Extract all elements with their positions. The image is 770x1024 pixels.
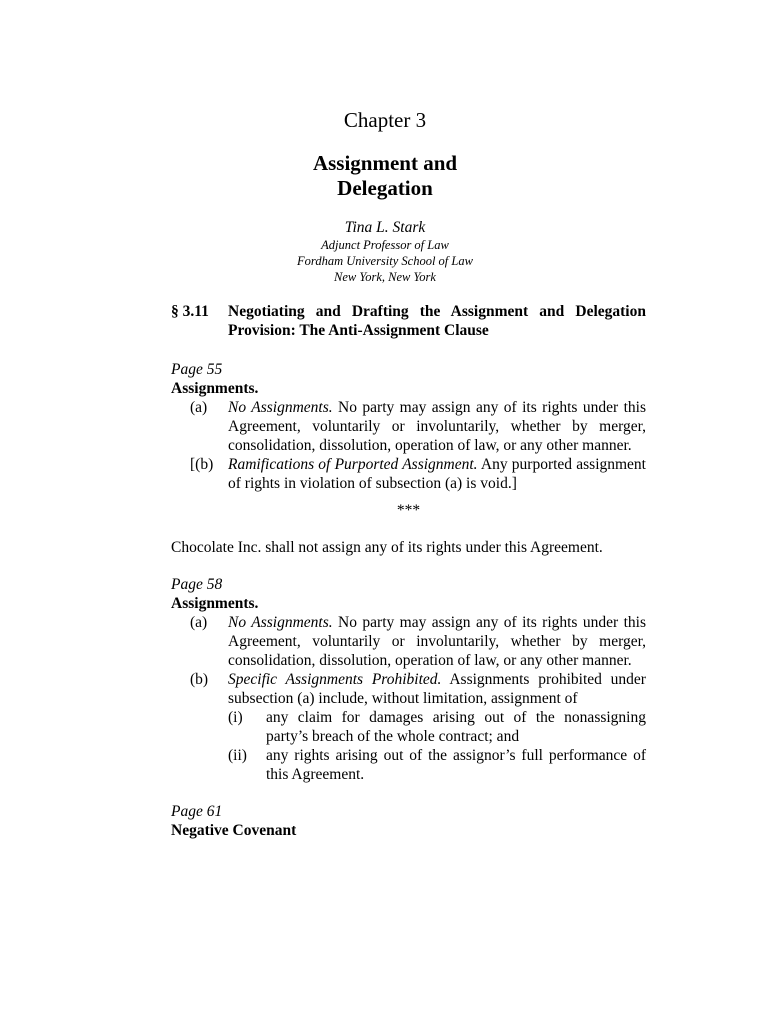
clause-heading: Assignments. (171, 380, 259, 397)
chapter-label: Chapter 3 (343, 108, 427, 132)
section-heading (171, 302, 646, 340)
document-body (171, 302, 646, 840)
chapter-title (0, 151, 770, 201)
separator-stars: *** (396, 502, 421, 519)
item-title: Ramifications of Purported Assignment. (228, 456, 478, 473)
item-label: (a) (190, 399, 208, 416)
author-title: Adjunct Professor of Law (321, 238, 449, 252)
author-block (0, 218, 770, 285)
item-title: No Assignments. (228, 399, 333, 416)
item-label: (a) (190, 614, 208, 631)
chapter-title-line1: Assignment and (312, 151, 458, 175)
clause-item-a (171, 613, 646, 670)
page-reference-58: Page 58 (171, 576, 223, 593)
section-title: Negotiating and Drafting the Assignment and Delegation Provision: The Anti-Assignment Clause (228, 303, 646, 339)
item-label: (b) (190, 671, 209, 688)
author-name: Tina L. Stark (344, 219, 426, 236)
item-text: No party may assign any of its rights under this Agreement, voluntarily or involuntarily, whether by merger, consolidation, dissolution, operation of law, or any other manner. (228, 399, 646, 454)
subitem-label: (i) (228, 709, 243, 726)
subitem-label: (ii) (228, 747, 247, 764)
author-city: New York, New York (334, 270, 436, 284)
subitem-text: any claim for damages arising out of the nonassigning party’s breach of the whole contract; and (266, 709, 646, 745)
chapter-title-line2: Delegation (337, 176, 433, 200)
subitem-i (228, 708, 646, 746)
item-text: Any purported assignment of rights in violation of subsection (a) is void.] (228, 456, 646, 492)
item-text: Assignments prohibited under subsection (a) include, without limitation, assignment of (228, 671, 646, 707)
page-reference-61: Page 61 (171, 803, 223, 820)
clause-item-b (171, 455, 646, 493)
author-school: Fordham University School of Law (297, 254, 473, 268)
page-reference-55: Page 55 (171, 361, 223, 378)
subitem-text: any rights arising out of the assignor’s full performance of this Agreement. (266, 747, 646, 783)
subitem-ii (228, 746, 646, 784)
clause-heading: Assignments. (171, 595, 259, 612)
item-label: [(b) (190, 456, 214, 473)
clause-item-b (171, 670, 646, 784)
item-title: No Assignments. (228, 614, 333, 631)
clause-item-a (171, 398, 646, 455)
clause-paragraph: Chocolate Inc. shall not assign any of its rights under this Agreement. (171, 539, 603, 556)
item-text: No party may assign any of its rights under this Agreement, voluntarily or involuntarily, whether by merger, consolidation, dissolution, operation of law, or any other manner. (228, 614, 646, 669)
clause-heading: Negative Covenant (171, 822, 297, 839)
item-title: Specific Assignments Prohibited. (228, 671, 442, 688)
section-number: § 3.11 (171, 303, 209, 320)
